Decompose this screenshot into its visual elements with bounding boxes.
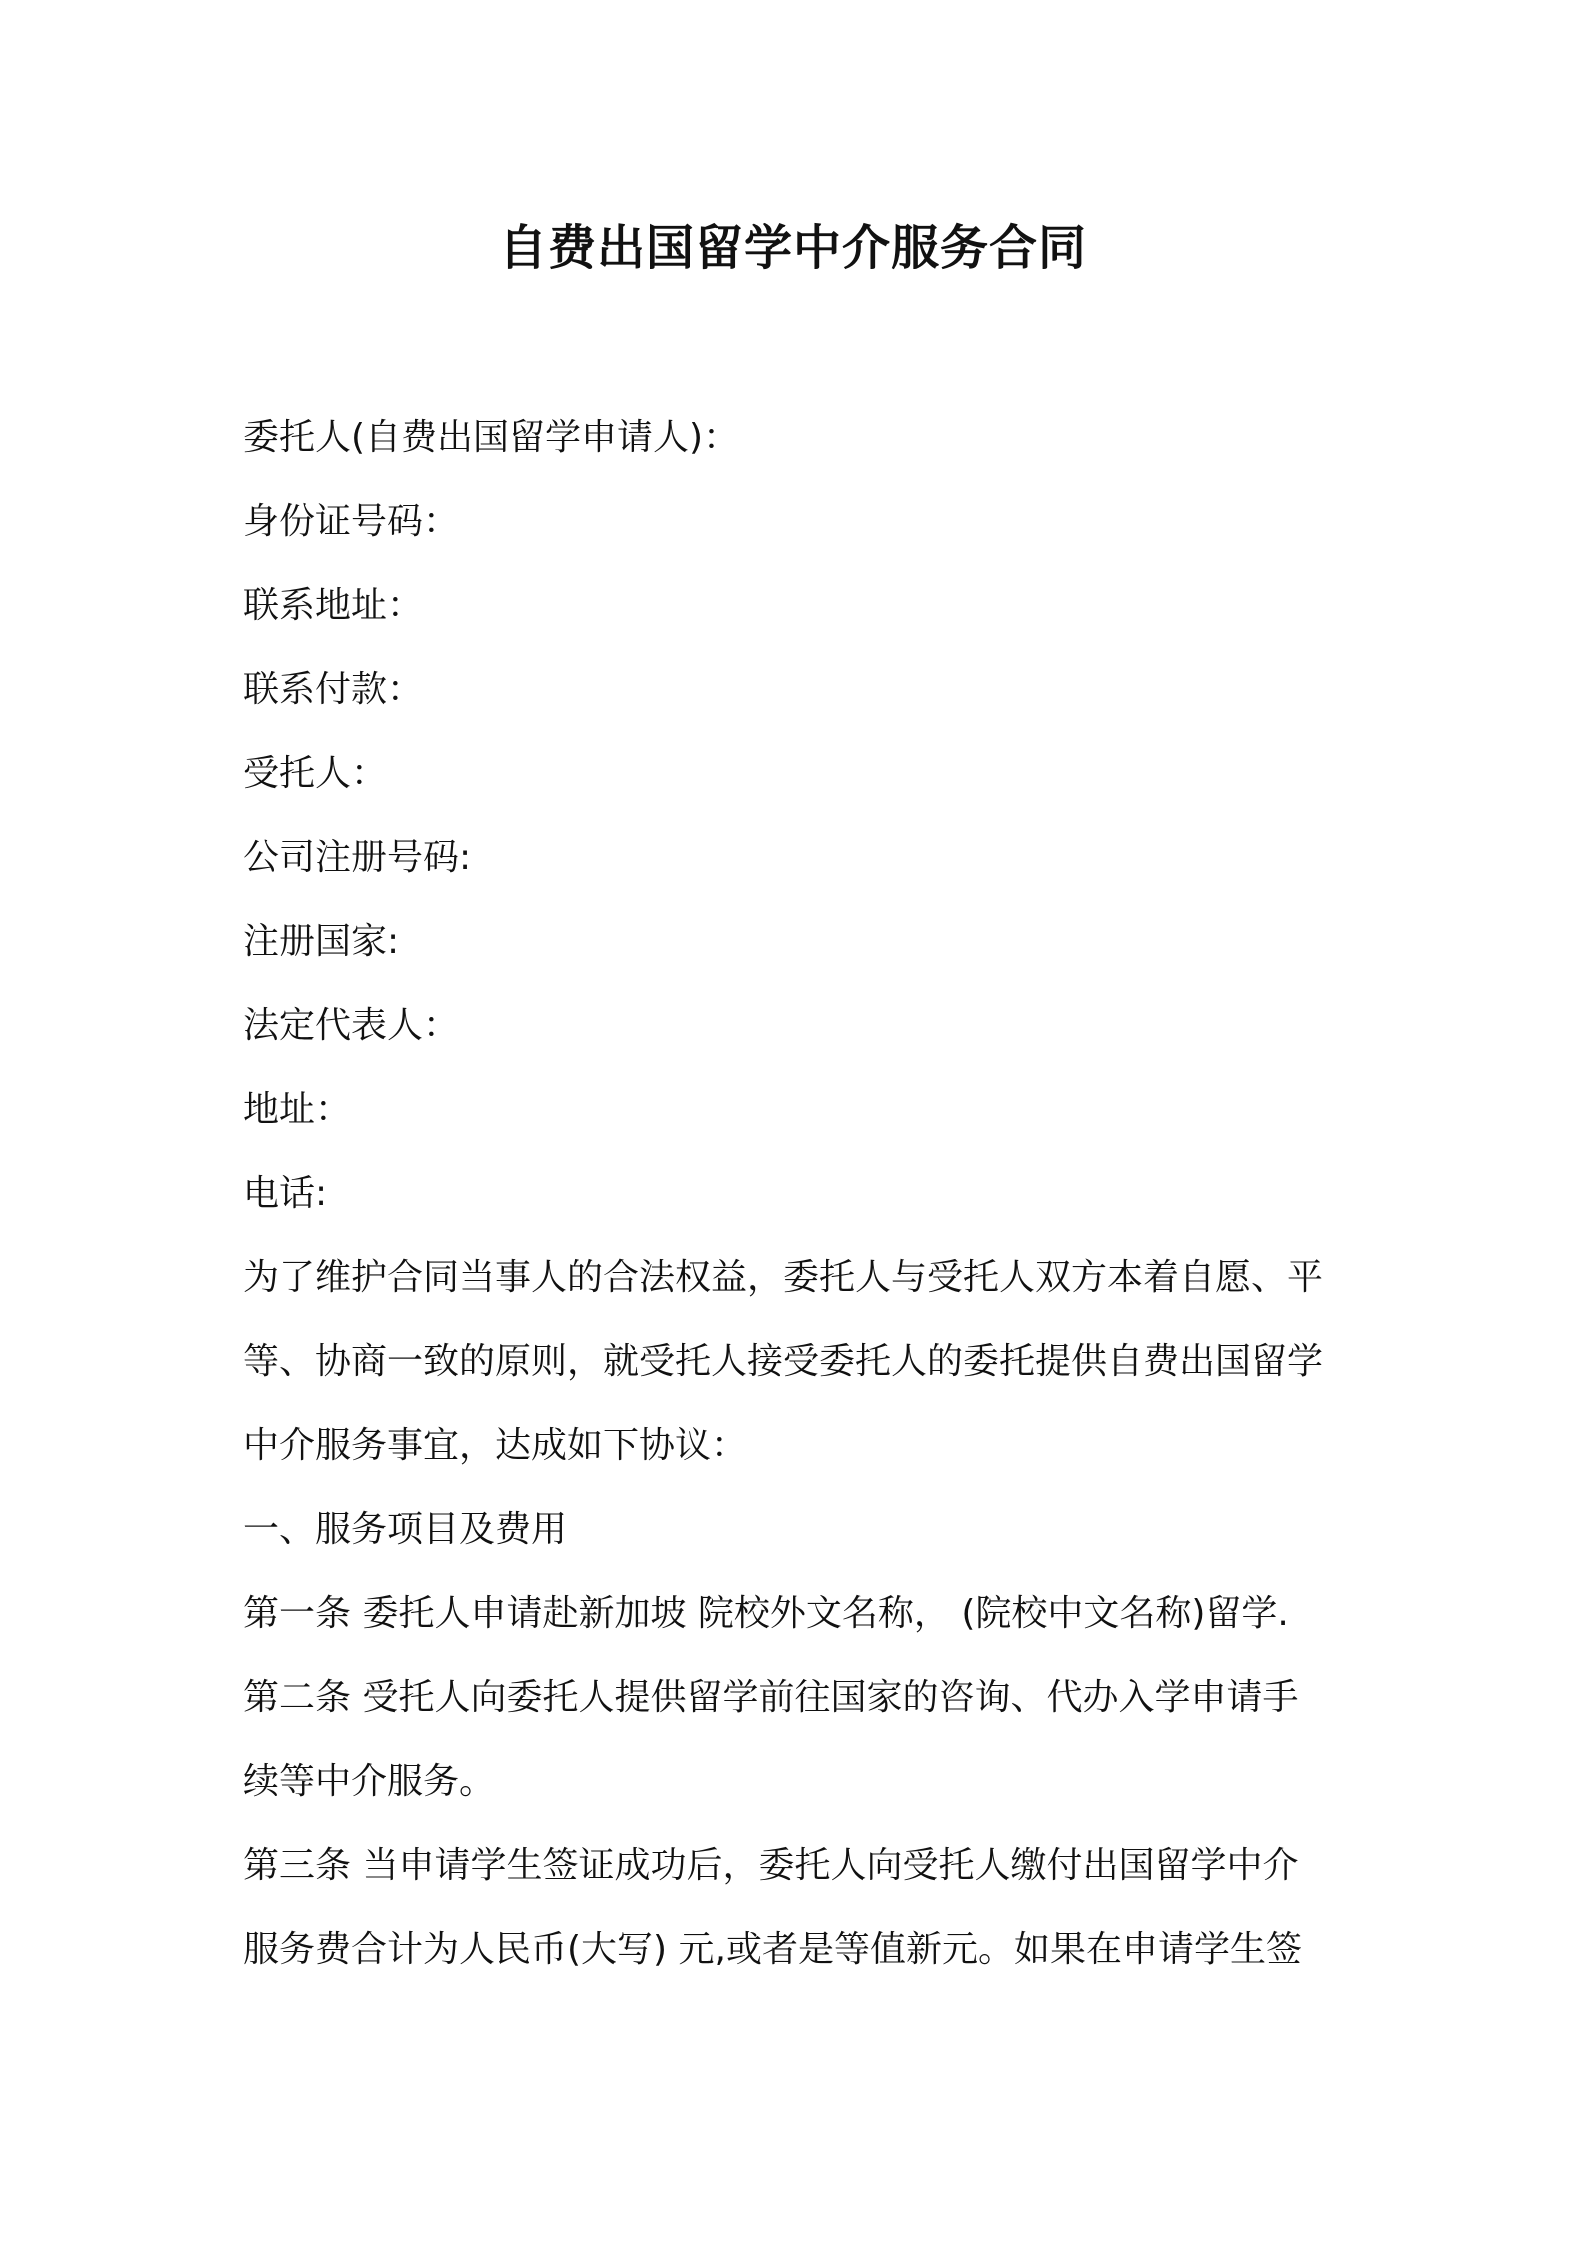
field-contact-payment: 联系付款： <box>243 669 424 710</box>
field-registration-country: 注册国家: <box>243 921 400 962</box>
field-agent: 受托人： <box>243 753 388 794</box>
article-2-line: 第二条 受托人向委托人提供留学前往国家的咨询、代办入学申请手 <box>243 1677 1299 1718</box>
field-principal: 委托人(自费出国留学申请人)： <box>243 417 740 458</box>
article-3-line: 第三条 当申请学生签证成功后，委托人向受托人缴付出国留学中介 <box>243 1845 1299 1886</box>
field-contact-address: 联系地址： <box>243 585 424 626</box>
article-2-line: 续等中介服务。 <box>243 1761 496 1802</box>
field-address: 地址： <box>243 1089 352 1130</box>
field-company-registration-number: 公司注册号码: <box>243 837 472 878</box>
section-heading: 一、服务项目及费用 <box>243 1509 568 1550</box>
document-title: 自费出国留学中介服务合同 <box>498 220 1087 276</box>
article-1-line: 第一条 委托人申请赴新加坡 院校外文名称， (院校中文名称)留学. <box>243 1593 1289 1634</box>
preamble-line: 为了维护合同当事人的合法权益，委托人与受托人双方本着自愿、平 <box>243 1257 1324 1298</box>
preamble-line: 等、协商一致的原则，就受托人接受委托人的委托提供自费出国留学 <box>243 1341 1324 1382</box>
field-legal-representative: 法定代表人： <box>243 1005 460 1046</box>
field-id-number: 身份证号码： <box>243 501 460 542</box>
article-3-line: 服务费合计为人民币(大写) 元,或者是等值新元。如果在申请学生签 <box>243 1929 1302 1970</box>
document-body <box>243 396 1363 1992</box>
field-telephone: 电话: <box>243 1173 328 1214</box>
preamble-line: 中介服务事宜，达成如下协议： <box>243 1425 748 1466</box>
